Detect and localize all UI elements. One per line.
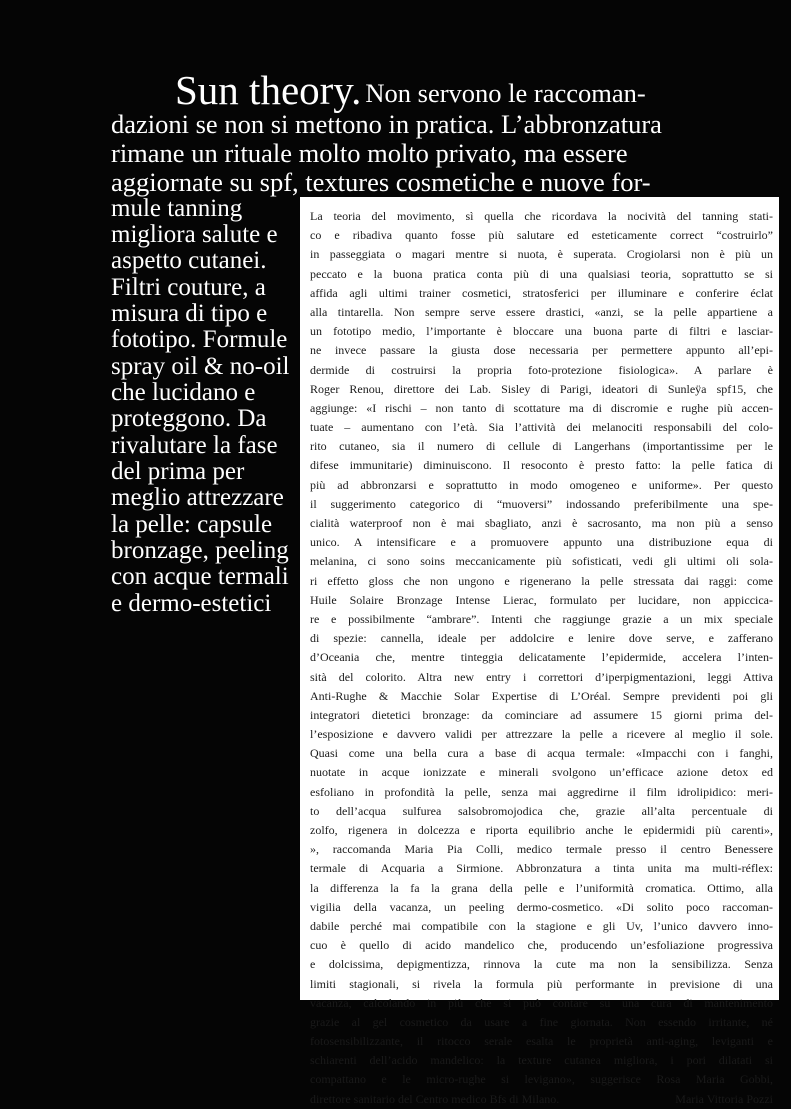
body-line: schiarenti dell’acido mandelico: la texture cutanea migliora, i pori dilatati si xyxy=(310,1053,773,1068)
lede-line: aspetto cutanei. xyxy=(111,247,267,274)
lede-line: bronzage, peeling xyxy=(111,537,289,564)
body-line: to dell’acqua sulfurea salsobromojodica che, grazie all’alta percentuale di xyxy=(310,803,773,818)
body-line: affida agli ultimi trainer cosmetici, stratosferici per illuminare e conferire éclat xyxy=(310,285,773,300)
body-line: grazie al gel cosmetico da usare a fine giornata. Non essendo irritante, né xyxy=(310,1014,773,1029)
body-line: e dolcissima, depigmentizza, rinnova la cute ma non la sensibilizza. Senza xyxy=(310,957,773,972)
headline-line-4: aggiornate su spf, textures cosmetiche e nuove for- xyxy=(111,167,651,197)
lede-line: Filtri couture, a xyxy=(111,274,266,301)
lede-line: proteggono. Da xyxy=(111,405,267,432)
lede-line: che lucidano e xyxy=(111,379,256,406)
body-line: Roger Renou, direttore dei Lab. Sisley di Parigi, ideatori di Sunleÿa spf15, che xyxy=(310,381,773,396)
lede-line: meglio attrezzare xyxy=(111,484,284,511)
body-line: compattano e le micro-rughe si levigano», suggerisce Rosa Maria Gobbi, xyxy=(310,1072,773,1087)
body-last-line: direttore sanitario del Centro medico Bfs di Milano. xyxy=(310,1091,560,1106)
body-line: co e ribadiva quanto fosse più salutare ed esteticamente correct “costruirlo” xyxy=(310,228,773,243)
lede-line: spray oil & no-oil xyxy=(111,353,290,380)
body-line: Huile Solaire Bronzage Intense Lierac, formulato per lucidare, non appiccica- xyxy=(310,592,773,607)
body-line: cuo è quello di acido mandelico che, producendo un’esfoliazione progressiva xyxy=(310,938,773,953)
body-line: cialità waterproof non è mai sbagliato, anzi è sacrosanto, ma non più a senso xyxy=(310,516,773,530)
lede-line: rivalutare la fase xyxy=(111,432,278,459)
body-line: tuate – aumentano con l’età. Sia l’attività dei melanociti responsabili del colo- xyxy=(310,420,773,435)
body-line: termale di Acquaria a Sirmione. Abbronzatura a tinta unita ma multi-réflex: xyxy=(310,861,773,876)
lede-line: migliora salute e xyxy=(111,221,278,248)
lede-line: e dermo-estetici xyxy=(111,590,272,617)
body-line: Quasi come una bella cura a base di acqua termale: «Impacchi con i fanghi, xyxy=(310,746,773,761)
body-line: ne invece passare la giusta dose necessaria per permettere appunto all’epi- xyxy=(310,343,773,358)
body-line: l’esposizione e davvero validi per attrezzare la pelle a ricevere al meglio il sole. xyxy=(310,727,773,742)
body-line: unico. A intensificare e a promuovere appunto una distribuzione equa di xyxy=(310,535,773,550)
body-line: La teoria del movimento, sì quella che ricordava la nocività del tanning stati- xyxy=(310,209,773,223)
body-line: la differenza la fa la grana della pelle e l’uniformità cromatica. Ottimo, alla xyxy=(310,880,773,895)
body-line: ri effetto gloss che non ungono e rigenerano la pelle stressata dai raggi: come xyxy=(310,573,773,588)
body-line: rito cutaneo, sia il numero di cellule di Langerhans (importantissime per le xyxy=(310,439,773,454)
body-line: zolfo, rigenera in dolcezza e riporta equilibrio anche le epidermidi più carenti», xyxy=(310,823,773,837)
headline-line-1 xyxy=(175,67,646,113)
headline-line-3: rimane un rituale molto molto privato, ma essere xyxy=(111,138,628,168)
body-line: di spezie: cannella, ideale per addolcire e lenire dove serve, e zafferano xyxy=(310,631,773,646)
body-line: re e possibilmente “ambrare”. Intenti che raggiunge grazie a un mix speciale xyxy=(310,611,773,626)
body-line: un fototipo medio, l’importante è bloccare una buona parte di filtri e lasciar- xyxy=(310,324,773,339)
lede-line: fototipo. Formule xyxy=(111,326,288,353)
body-line: vacanza, calcolando in più che si può contare su una cura di mantenimento xyxy=(310,995,773,1010)
body-line: vigilia della vacanza, un peeling dermo-cosmetico. «Di solito poco raccoman- xyxy=(310,899,773,914)
headline-text: Non servono le raccoman- xyxy=(365,78,646,108)
lede-line: misura di tipo e xyxy=(111,300,268,327)
body-line: in passeggiata o magari mentre si nuota, è superata. Crogiolarsi non è più un xyxy=(310,247,773,262)
lede-line: con acque termali xyxy=(111,563,289,590)
article-footer xyxy=(310,1090,773,1109)
body-line: peccato e la buona pratica conta più di una qualsiasi teoria, soprattutto se si xyxy=(310,266,773,281)
article-title: Sun theory. xyxy=(175,67,362,113)
body-line: dermide di costruirsi la propria foto-protezione fisiologica». A parlare è xyxy=(310,362,773,377)
body-line: integratori dietetici bronzage: da cominciare ad assumere 15 giorni prima del- xyxy=(310,707,773,722)
lede-line: mule tanning xyxy=(111,195,243,222)
body-line: aggiunge: «I rischi – non tanto di scottature ma di discromie e rughe più accen- xyxy=(310,400,773,415)
headline-line-2: dazioni se non si mettono in pratica. L’abbronzatura xyxy=(111,109,662,139)
body-line: sità del colorito. Altra new entry i correttori d’iperpigmentazioni, leggi Attiva xyxy=(310,669,773,684)
body-line: Anti-Rughe & Macchie Solar Expertise di L’Oréal. Sempre previdenti poi gli xyxy=(310,688,773,703)
body-line: più ad abbronzarsi e soprattutto in modo omogeneo e uniforme». Per questo xyxy=(310,477,773,492)
body-line: nuotate in acque ionizzate e minerali svolgono un’efficace azione detox ed xyxy=(310,765,773,780)
body-line: difese immunitarie) diminuiscono. Il resoconto è presto fatto: la pelle fatica di xyxy=(310,458,773,473)
body-line: », raccomanda Maria Pia Colli, medico termale presso il centro Benessere xyxy=(310,842,773,857)
body-text xyxy=(310,207,773,1090)
body-line: melanina, ci sono soins meccanicamente più sofisticati, vedi gli ultimi oli sola- xyxy=(310,554,773,569)
body-text-box xyxy=(300,197,779,1106)
body-line: dabile perché mai compatibile con la stagione e gli Uv, l’unico davvero inno- xyxy=(310,918,773,933)
body-line: esfoliano in profondità la pelle, senza mai aggredirne il film idrolipidico: meri- xyxy=(310,784,773,799)
body-line: il suggerimento categorico di “muoversi” indossando preferibilmente una spe- xyxy=(310,496,773,511)
byline: Maria Vittoria Pozzi xyxy=(675,1091,773,1106)
body-line: alla tintarella. Non sempre serve essere drastici, «anzi, se la pelle appartiene a xyxy=(310,304,773,319)
body-line: fotosensibilizzante, il ritocco serale esalta le proprietà anti-aging, leviganti e xyxy=(310,1034,773,1049)
body-line: d’Oceania che, mentre tinteggia delicatamente l’epidermide, accelera l’inten- xyxy=(310,650,773,665)
lede-line: del prima per xyxy=(111,458,245,485)
lede-line: la pelle: capsule xyxy=(111,511,273,538)
body-line: limiti stagionali, si rivela la formula più performante in previsione di una xyxy=(310,976,773,991)
